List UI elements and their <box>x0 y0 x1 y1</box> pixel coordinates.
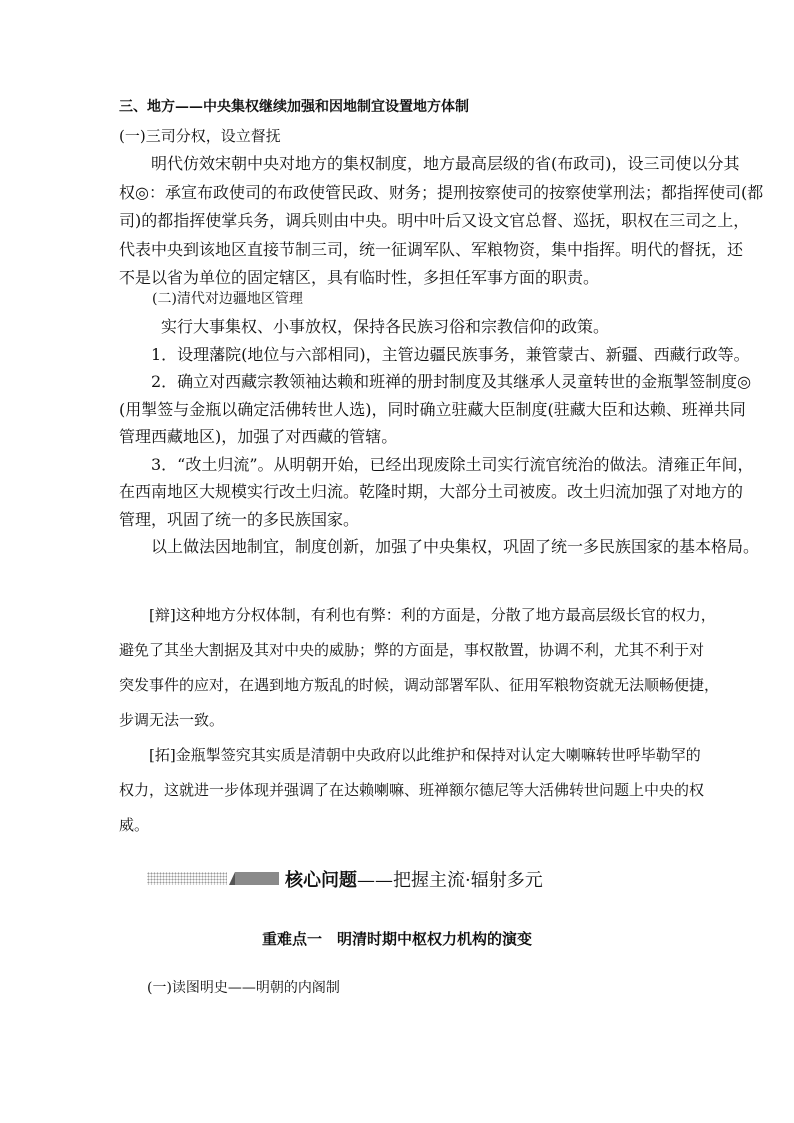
text-line: 明代仿效宋朝中央对地方的集权制度，地方最高层级的省(布政司)，设三司使以分其 <box>151 154 740 173</box>
banner-title-main: 核心问题 <box>285 870 357 891</box>
text-line: 在西南地区大规模实行改土归流。乾隆时期，大部分土司被废。改土归流加强了对地方的 <box>119 482 744 501</box>
text-line: 实行大事集权、小事放权，保持各民族习俗和宗教信仰的政策。 <box>161 317 610 336</box>
note-line: 威。 <box>119 816 150 834</box>
text-line: 2．确立对西藏宗教领袖达赖和班禅的册封制度及其继承人灵童转世的金瓶掣签制度◎ <box>151 372 752 391</box>
section-heading: 三、地方——中央集权继续加强和因地制宜设置地方体制 <box>119 99 469 115</box>
read-map-heading: (一)读图明史——明朝的内阁制 <box>147 980 340 996</box>
text-line: 管理，巩固了统一的多民族国家。 <box>119 509 360 529</box>
text-line: 代表中央到该地区直接节制三司，统一征调军队、军粮物资，集中指挥。明代的督抚，还 <box>119 239 744 259</box>
text-line: 不是以省为单位的固定辖区，具有临时性，多担任军事方面的职责。 <box>119 268 600 287</box>
note-line: [辩]这种地方分权体制，有利也有弊：利的方面是，分散了地方最高层级长官的权力， <box>149 606 716 624</box>
text-line: 以上做法因地制宜，制度创新，加强了中央集权，巩固了统一多民族国家的基本格局。 <box>151 537 760 556</box>
text-line: 1．设理藩院(地位与六部相同)，主管边疆民族事务，兼管蒙古、新疆、西藏行政等。 <box>151 344 750 364</box>
note-line: 步调无法一致。 <box>119 711 225 729</box>
banner-dot-pattern <box>147 872 227 885</box>
key-point-heading: 重难点一 明清时期中枢权力机构的演变 <box>261 930 532 948</box>
note-line: [拓]金瓶掣签究其实质是清朝中央政府以此维护和保持对认定大喇嘛转世呼毕勒罕的 <box>149 746 701 764</box>
subsection-heading-2: (二)清代对边疆地区管理 <box>152 291 303 307</box>
text-line: 3．“改土归流”。从明朝开始，已经出现废除土司实行流官统治的做法。清雍正年间， <box>151 454 754 474</box>
note-line: 权力，这就进一步体现并强调了在达赖喇嘛、班禅额尔德尼等大活佛转世问题上中央的权 <box>119 781 705 799</box>
paragraph-ming-local-system <box>119 150 764 293</box>
banner-title <box>285 866 543 892</box>
notes-block <box>119 598 720 843</box>
note-line: 避免了其坐大割据及其对中央的威胁；弊的方面是，事权散置，协调不利，尤其不利于对 <box>119 641 705 659</box>
text-line: 管理西藏地区)，加强了对西藏的管辖。 <box>119 427 398 446</box>
note-line: 突发事件的应对，在遇到地方叛乱的时候，调动部署军队、征用军粮物资就无法顺畅便捷， <box>119 676 720 694</box>
text-line: 权◎：承宣布政使司的布政使管民政、财务；提刑按察使司的按察使掌刑法；都指挥使司(都 <box>119 182 764 202</box>
text-line: (用掣签与金瓶以确定活佛转世人选)，同时确立驻藏大臣制度(驻藏大臣和达赖、班禅共同 <box>119 399 746 419</box>
section-banner <box>147 866 577 892</box>
text-line: 司)的都指挥使掌兵务，调兵则由中央。明中叶后又设文官总督、巡抚，职权在三司之上， <box>119 211 750 230</box>
banner-subtitle: ——把握主流·辐射多元 <box>357 870 543 891</box>
banner-gray-bar <box>235 872 279 885</box>
subsection-heading-1: (一)三司分权，设立督抚 <box>119 127 281 145</box>
paragraph-qing-frontier <box>119 313 760 561</box>
